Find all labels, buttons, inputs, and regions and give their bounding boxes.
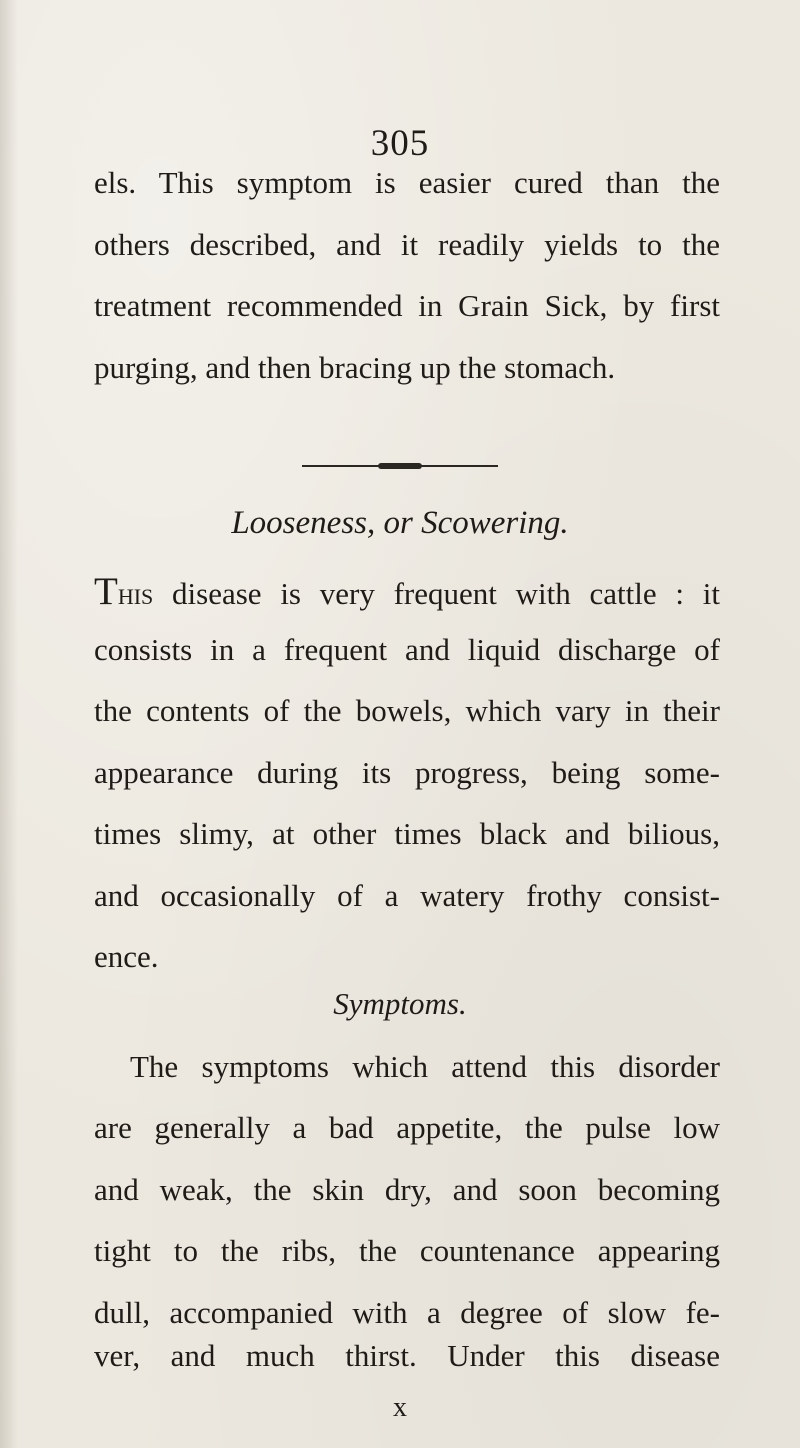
page-number: 305 [370,123,430,164]
text-line: times slimy, at other times black and bilious, [94,816,720,851]
text-line: tight to the ribs, the countenance appearing [94,1233,720,1268]
text-line: els. This symptom is easier cured than the [94,165,720,200]
text-line: The symptoms which attend this disorder [130,1049,720,1084]
text-line: and occasionally of a watery frothy consist- [94,878,720,913]
text-line-rest: disease is very frequent with cattle : it [153,576,720,611]
text-line: dull, accompanied with a degree of slow fe- [94,1295,720,1330]
text-line: consists in a frequent and liquid discharge of [94,632,720,667]
text-line: the contents of the bowels, which vary in their [94,693,720,728]
page-edge-shadow [0,0,18,1448]
small-caps-word: his [117,576,154,611]
drop-capital: T [94,570,118,613]
text-line: ence. [94,939,159,974]
text-line: purging, and then bracing up the stomach. [94,350,616,385]
text-line: and weak, the skin dry, and soon becoming [94,1172,720,1207]
text-line: treatment recommended in Grain Sick, by first [94,288,720,323]
section-divider-rule [302,465,498,467]
text-line: appearance during its progress, being some- [94,755,720,790]
subheading: Symptoms. [333,986,467,1021]
section-title: Looseness, or Scowering. [231,505,569,541]
text-line: are generally a bad appetite, the pulse low [94,1110,720,1145]
signature-mark: x [393,1392,407,1423]
text-line [94,572,720,611]
text-line: others described, and it readily yields to the [94,227,720,262]
text-line: ver, and much thirst. Under this disease [94,1338,720,1373]
